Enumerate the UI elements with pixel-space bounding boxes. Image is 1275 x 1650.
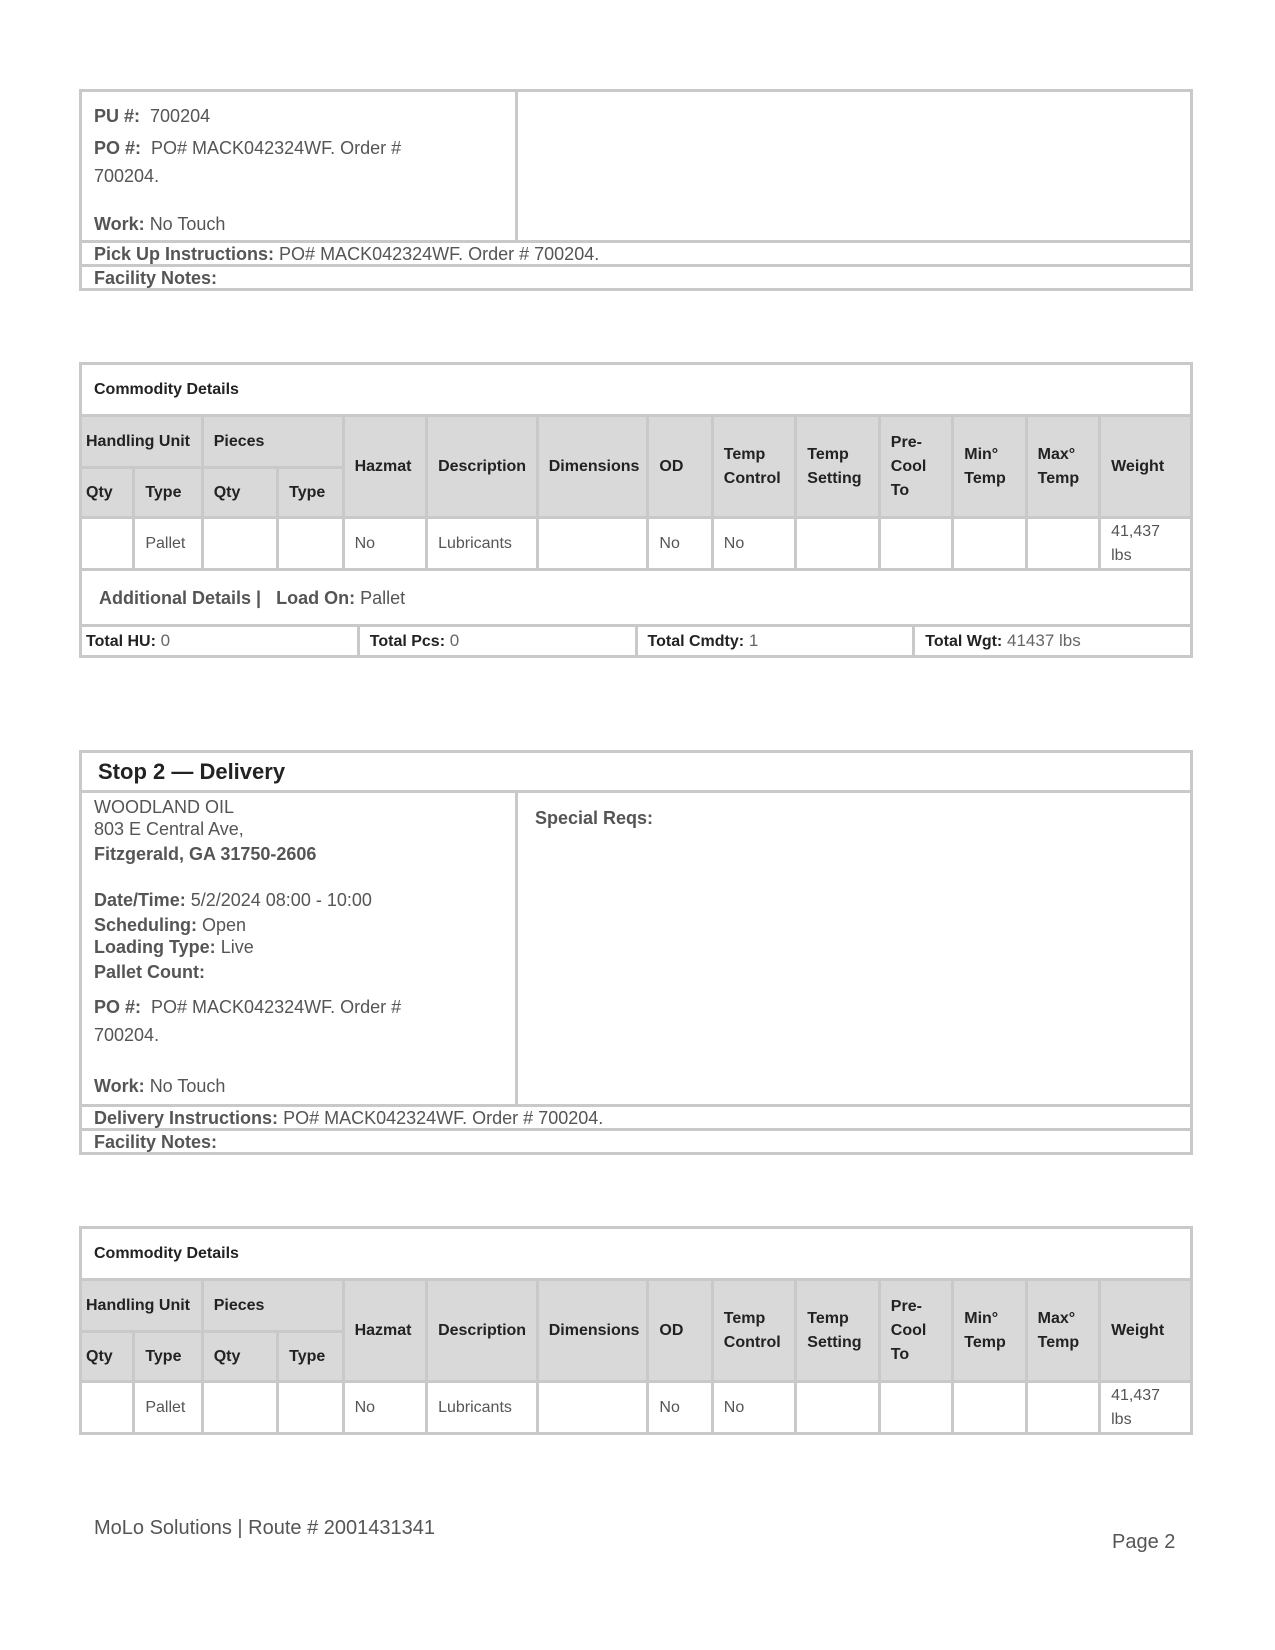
pickup-instructions: Pick Up Instructions: PO# MACK042324WF. Order # 700204. [79,240,1193,267]
col-pc-qty: Qty [202,468,277,518]
commodity-title: Commodity Details [81,364,1192,416]
col-hu-qty: Qty [81,1332,134,1382]
commodity-table-2 [79,1226,1193,1435]
total-pcs: Total Pcs: 0 [358,626,636,657]
col-pc-type: Type [278,468,343,518]
col-hu-qty: Qty [81,468,134,518]
street-address: 803 E Central Ave, [94,819,244,839]
col-od: OD [648,416,712,518]
col-temp-control: Temp Control [712,416,796,518]
footer-route: MoLo Solutions | Route # 2001431341 [94,1517,436,1539]
stop2-info-box [79,790,1193,1107]
col-pc-type: Type [278,1332,343,1382]
col-hu-type: Type [134,468,202,518]
col-hazmat: Hazmat [343,416,427,518]
col-weight: Weight [1100,416,1192,518]
col-max-temp: Max° Temp [1026,416,1099,518]
page-number: Page 2 [1112,1531,1176,1553]
weight-cell: 41,437 lbs [1100,1382,1192,1434]
pallet-count-line: Pallet Count: [94,962,205,982]
stop1-info-box [79,89,1193,243]
po-value: PO# MACK042324WF. Order # [151,138,402,158]
datetime-line: Date/Time: 5/2/2024 08:00 - 10:00 [94,890,372,910]
pu-line: PU #: 700204 [94,106,211,126]
col-weight: Weight [1100,1280,1192,1382]
total-hu: Total HU: 0 [81,626,359,657]
po-line: PO #: PO# MACK042324WF. Order # 700204. [94,997,402,1045]
work-line: Work: No Touch [94,1076,226,1096]
col-pieces: Pieces [202,416,343,468]
po-value-cont: 700204. [94,166,160,186]
col-hazmat: Hazmat [343,1280,427,1382]
facility-notes: Facility Notes: [79,264,1193,291]
pu-number: 700204 [150,106,211,126]
totals-row [79,624,1193,658]
col-od: OD [648,1280,712,1382]
col-hu-type: Type [134,1332,202,1382]
table-row: Pallet No Lubricants No No 41,437 lbs [81,518,1192,570]
delivery-instructions: Delivery Instructions: PO# MACK042324WF. Order # 700204. [79,1104,1193,1131]
col-description: Description [427,416,538,518]
po-line: PO #: PO# MACK042324WF. Order # 700204. [94,138,402,186]
col-temp-control: Temp Control [712,1280,796,1382]
company-name: WOODLAND OIL [94,797,235,817]
col-min-temp: Min° Temp [953,416,1026,518]
commodity-table-1 [79,362,1193,627]
col-temp-setting: Temp Setting [796,416,880,518]
col-dimensions: Dimensions [537,1280,648,1382]
city-state-zip: Fitzgerald, GA 31750-2606 [94,844,317,864]
col-description: Description [427,1280,538,1382]
work-value: No Touch [149,214,226,234]
col-pieces: Pieces [202,1280,343,1332]
col-min-temp: Min° Temp [953,1280,1026,1382]
loading-type-line: Loading Type: Live [94,937,254,957]
weight-cell: 41,437 lbs [1100,518,1192,570]
commodity-title: Commodity Details [81,1228,1192,1280]
stop2-title: Stop 2 — Delivery [98,759,286,784]
total-cmdty: Total Cmdty: 1 [636,626,914,657]
work-line: Work: No Touch [94,214,226,234]
col-handling-unit: Handling Unit [81,1280,203,1332]
col-max-temp: Max° Temp [1026,1280,1099,1382]
col-temp-setting: Temp Setting [796,1280,880,1382]
col-dimensions: Dimensions [537,416,648,518]
col-pc-qty: Qty [202,1332,277,1382]
col-handling-unit: Handling Unit [81,416,203,468]
special-reqs-label: Special Reqs: [535,808,654,828]
additional-details: Additional Details | Load On: Pallet [81,570,1192,626]
scheduling-line: Scheduling: Open [94,915,247,935]
facility-notes: Facility Notes: [79,1128,1193,1155]
total-wgt: Total Wgt: 41437 lbs [914,626,1192,657]
col-precool: Pre- Cool To [879,1280,952,1382]
stop2-header [79,750,1193,793]
delivery-address [94,796,316,865]
table-row: Pallet No Lubricants No No 41,437 lbs [81,1382,1192,1434]
col-precool: Pre- Cool To [879,416,952,518]
